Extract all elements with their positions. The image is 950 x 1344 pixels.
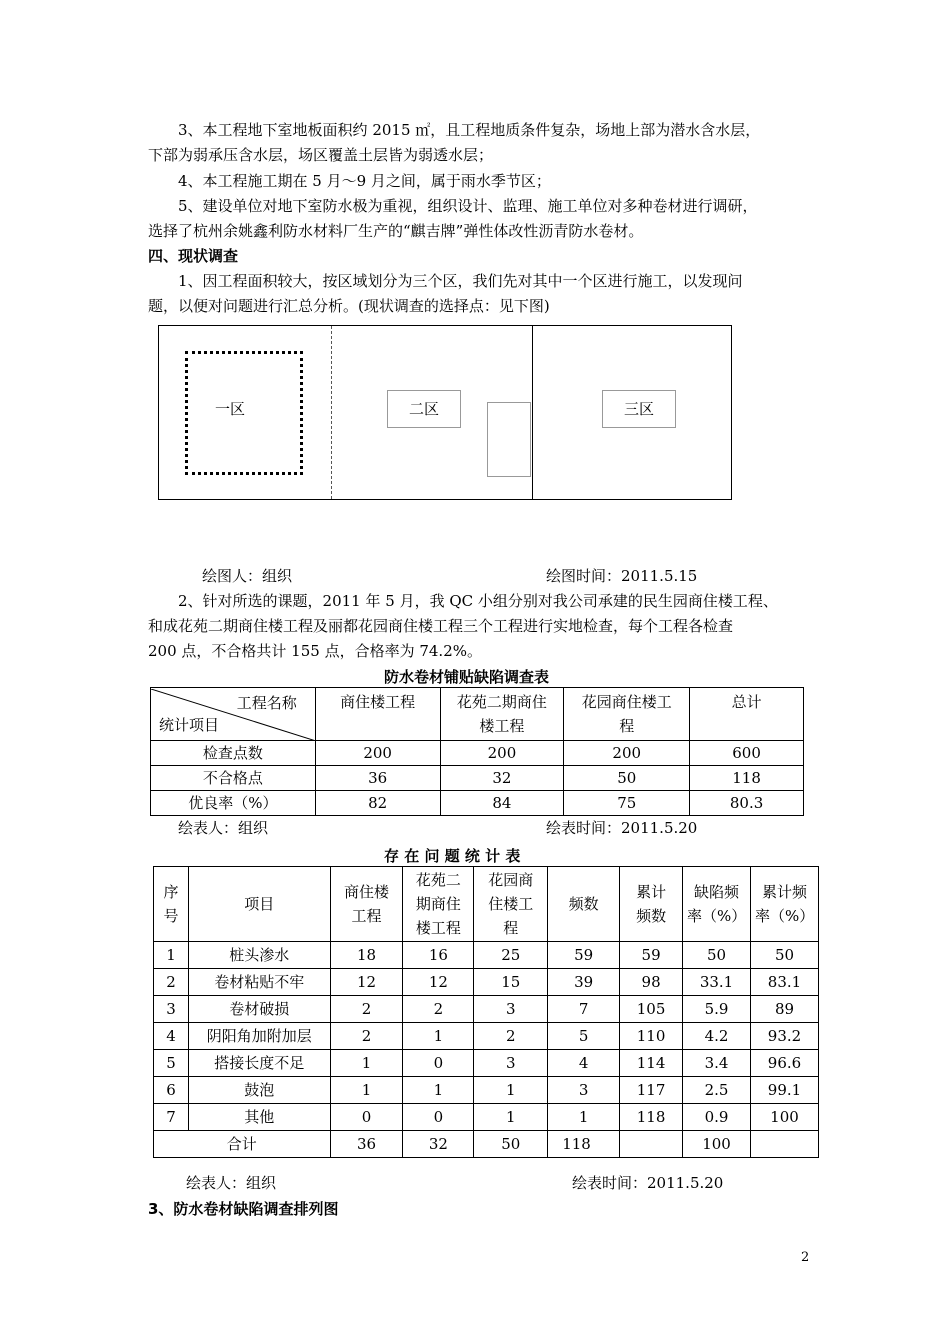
paragraph-3-line-1: 3、本工程地下室地板面积约 2015 ㎡，且工程地质条件复杂，场地上部为潜水含水层，	[178, 121, 761, 139]
table-row	[151, 741, 804, 766]
survey-para-2-line-2: 和成花苑二期商住楼工程及丽都花园商住楼工程三个工程进行实地检查，每个工程各检查	[148, 617, 734, 635]
table-row	[154, 942, 819, 969]
cell: 59	[620, 942, 683, 969]
survey-para-1-line-2: 题，以便对问题进行汇总分析。(现状调查的选择点：见下图)	[148, 297, 550, 315]
table-2-header: 累计频数	[620, 867, 683, 942]
zone-divider-1	[331, 326, 332, 499]
cell: 32	[403, 1131, 474, 1158]
cell: 0	[403, 1050, 474, 1077]
row-label: 优良率（%）	[151, 791, 316, 816]
cell: 39	[548, 969, 620, 996]
cell: 2	[474, 1023, 548, 1050]
cell: 118	[690, 766, 804, 791]
table-2-header: 累计频率（%）	[751, 867, 819, 942]
section-heading-status-survey: 四、现状调查	[148, 247, 239, 265]
cell: 鼓泡	[188, 1077, 330, 1104]
table-2-header: 花园商住楼工程	[474, 867, 548, 942]
cell: 117	[620, 1077, 683, 1104]
table-2-date: 绘表时间：2011.5.20	[572, 1174, 724, 1192]
cell: 1	[403, 1023, 474, 1050]
cell: 75	[564, 791, 690, 816]
table-1-header: 花苑二期商住楼工程	[440, 688, 564, 741]
table-2-header: 频数	[548, 867, 620, 942]
diagram-drawer: 绘图人：组织	[202, 567, 293, 585]
diagram-date: 绘图时间：2011.5.15	[546, 567, 698, 585]
cell: 100	[683, 1131, 751, 1158]
table-2-header: 缺陷频率（%）	[683, 867, 751, 942]
cell: 200	[564, 741, 690, 766]
cell: 其他	[188, 1104, 330, 1131]
cell: 5	[154, 1050, 189, 1077]
cell: 7	[548, 996, 620, 1023]
cell: 200	[440, 741, 564, 766]
cell: 12	[403, 969, 474, 996]
cell: 98	[620, 969, 683, 996]
table-row	[154, 1023, 819, 1050]
table-1-header: 花园商住楼工程	[564, 688, 690, 741]
cell: 200	[315, 741, 440, 766]
cell	[751, 1131, 819, 1158]
survey-para-1-line-1: 1、因工程面积较大，按区域划分为三个区，我们先对其中一个区进行施工，以发现问	[178, 272, 743, 290]
cell: 卷材破损	[188, 996, 330, 1023]
paragraph-3-line-2: 下部为弱承压含水层，场区覆盖土层皆为弱透水层；	[148, 146, 494, 164]
cell: 89	[751, 996, 819, 1023]
cell: 1	[403, 1077, 474, 1104]
cell: 50	[474, 1131, 548, 1158]
cell: 1	[474, 1077, 548, 1104]
row-label: 检查点数	[151, 741, 316, 766]
defect-survey-table	[150, 687, 804, 816]
zone-2-structure-box	[487, 402, 531, 477]
cell: 12	[330, 969, 403, 996]
cell: 25	[474, 942, 548, 969]
paragraph-5-line-2: 选择了杭州余姚鑫利防水材料厂生产的“麒吉牌”弹性体改性沥青防水卷材。	[148, 222, 644, 240]
cell: 83.1	[751, 969, 819, 996]
cell: 114	[620, 1050, 683, 1077]
cell: 1	[330, 1050, 403, 1077]
cell: 搭接长度不足	[188, 1050, 330, 1077]
survey-para-2-line-3: 200 点，不合格共计 155 点，合格率为 74.2%。	[148, 642, 482, 660]
cell: 118	[620, 1104, 683, 1131]
zone-3-label: 三区	[602, 390, 676, 428]
cell	[620, 1131, 683, 1158]
cell: 105	[620, 996, 683, 1023]
corner-header-top: 工程名称	[236, 694, 297, 712]
cell: 2	[330, 996, 403, 1023]
table-1-title: 防水卷材铺贴缺陷调查表	[384, 668, 550, 686]
table-row	[151, 791, 804, 816]
cell: 0	[403, 1104, 474, 1131]
cell: 36	[330, 1131, 403, 1158]
table-2-drawer: 绘表人：组织	[186, 1174, 277, 1192]
cell: 80.3	[690, 791, 804, 816]
cell: 18	[330, 942, 403, 969]
cell: 2.5	[683, 1077, 751, 1104]
paragraph-5-line-1: 5、建设单位对地下室防水极为重视，组织设计、监理、施工单位对多种卷材进行调研，	[178, 197, 758, 215]
cell: 3	[474, 1050, 548, 1077]
cell: 93.2	[751, 1023, 819, 1050]
table-total-row	[154, 1131, 819, 1158]
problem-statistics-table	[153, 866, 819, 1158]
cell: 50	[751, 942, 819, 969]
table-1-drawer: 绘表人：组织	[178, 819, 269, 837]
corner-header-bottom: 统计项目	[159, 716, 220, 734]
table-row	[154, 1050, 819, 1077]
cell: 110	[620, 1023, 683, 1050]
cell: 3.4	[683, 1050, 751, 1077]
cell: 1	[474, 1104, 548, 1131]
cell: 4.2	[683, 1023, 751, 1050]
survey-para-2-line-1: 2、针对所选的课题，2011 年 5 月，我 QC 小组分别对我公司承建的民生园商住楼工程、	[178, 592, 778, 610]
cell: 3	[548, 1077, 620, 1104]
cell: 4	[154, 1023, 189, 1050]
cell: 99.1	[751, 1077, 819, 1104]
table-1-corner-header	[151, 688, 316, 741]
table-2-header: 商住楼工程	[330, 867, 403, 942]
cell: 82	[315, 791, 440, 816]
table-row	[154, 996, 819, 1023]
table-2-title: 存 在 问 题 统 计 表	[384, 847, 521, 865]
cell: 84	[440, 791, 564, 816]
cell: 50	[564, 766, 690, 791]
paragraph-4: 4、本工程施工期在 5 月～9 月之间，属于雨水季节区；	[178, 172, 551, 190]
cell: 阴阳角加附加层	[188, 1023, 330, 1050]
cell: 2	[330, 1023, 403, 1050]
cell: 6	[154, 1077, 189, 1104]
cell: 33.1	[683, 969, 751, 996]
cell: 3	[154, 996, 189, 1023]
zone-divider-2	[532, 326, 533, 499]
table-row	[154, 969, 819, 996]
table-1-header: 商住楼工程	[315, 688, 440, 741]
cell: 15	[474, 969, 548, 996]
cell: 0.9	[683, 1104, 751, 1131]
cell: 16	[403, 942, 474, 969]
cell: 600	[690, 741, 804, 766]
zone-2-label: 二区	[387, 390, 461, 428]
table-2-header: 项目	[188, 867, 330, 942]
section-3-heading: 3、防水卷材缺陷调查排列图	[148, 1200, 339, 1218]
table-2-header-row	[154, 867, 819, 942]
cell: 1	[154, 942, 189, 969]
table-1-date: 绘表时间：2011.5.20	[546, 819, 698, 837]
zone-diagram	[158, 325, 732, 500]
cell: 7	[154, 1104, 189, 1131]
cell: 36	[315, 766, 440, 791]
cell: 50	[683, 942, 751, 969]
cell: 卷材粘贴不牢	[188, 969, 330, 996]
cell: 3	[474, 996, 548, 1023]
cell: 桩头渗水	[188, 942, 330, 969]
cell: 4	[548, 1050, 620, 1077]
cell: 5	[548, 1023, 620, 1050]
cell: 96.6	[751, 1050, 819, 1077]
cell: 1	[548, 1104, 620, 1131]
zone-1-label: 一区	[215, 400, 246, 418]
cell: 2	[403, 996, 474, 1023]
cell: 0	[330, 1104, 403, 1131]
row-label: 不合格点	[151, 766, 316, 791]
cell: 5.9	[683, 996, 751, 1023]
page-number: 2	[801, 1250, 810, 1265]
total-label: 合计	[154, 1131, 331, 1158]
table-2-header: 花苑二期商住楼工程	[403, 867, 474, 942]
cell: 1	[330, 1077, 403, 1104]
cell: 59	[548, 942, 620, 969]
table-row	[154, 1077, 819, 1104]
cell: 2	[154, 969, 189, 996]
table-row	[151, 766, 804, 791]
cell: 118	[548, 1131, 620, 1158]
table-row	[154, 1104, 819, 1131]
cell: 100	[751, 1104, 819, 1131]
cell: 32	[440, 766, 564, 791]
table-1-header: 总计	[690, 688, 804, 741]
table-2-header: 序号	[154, 867, 189, 942]
